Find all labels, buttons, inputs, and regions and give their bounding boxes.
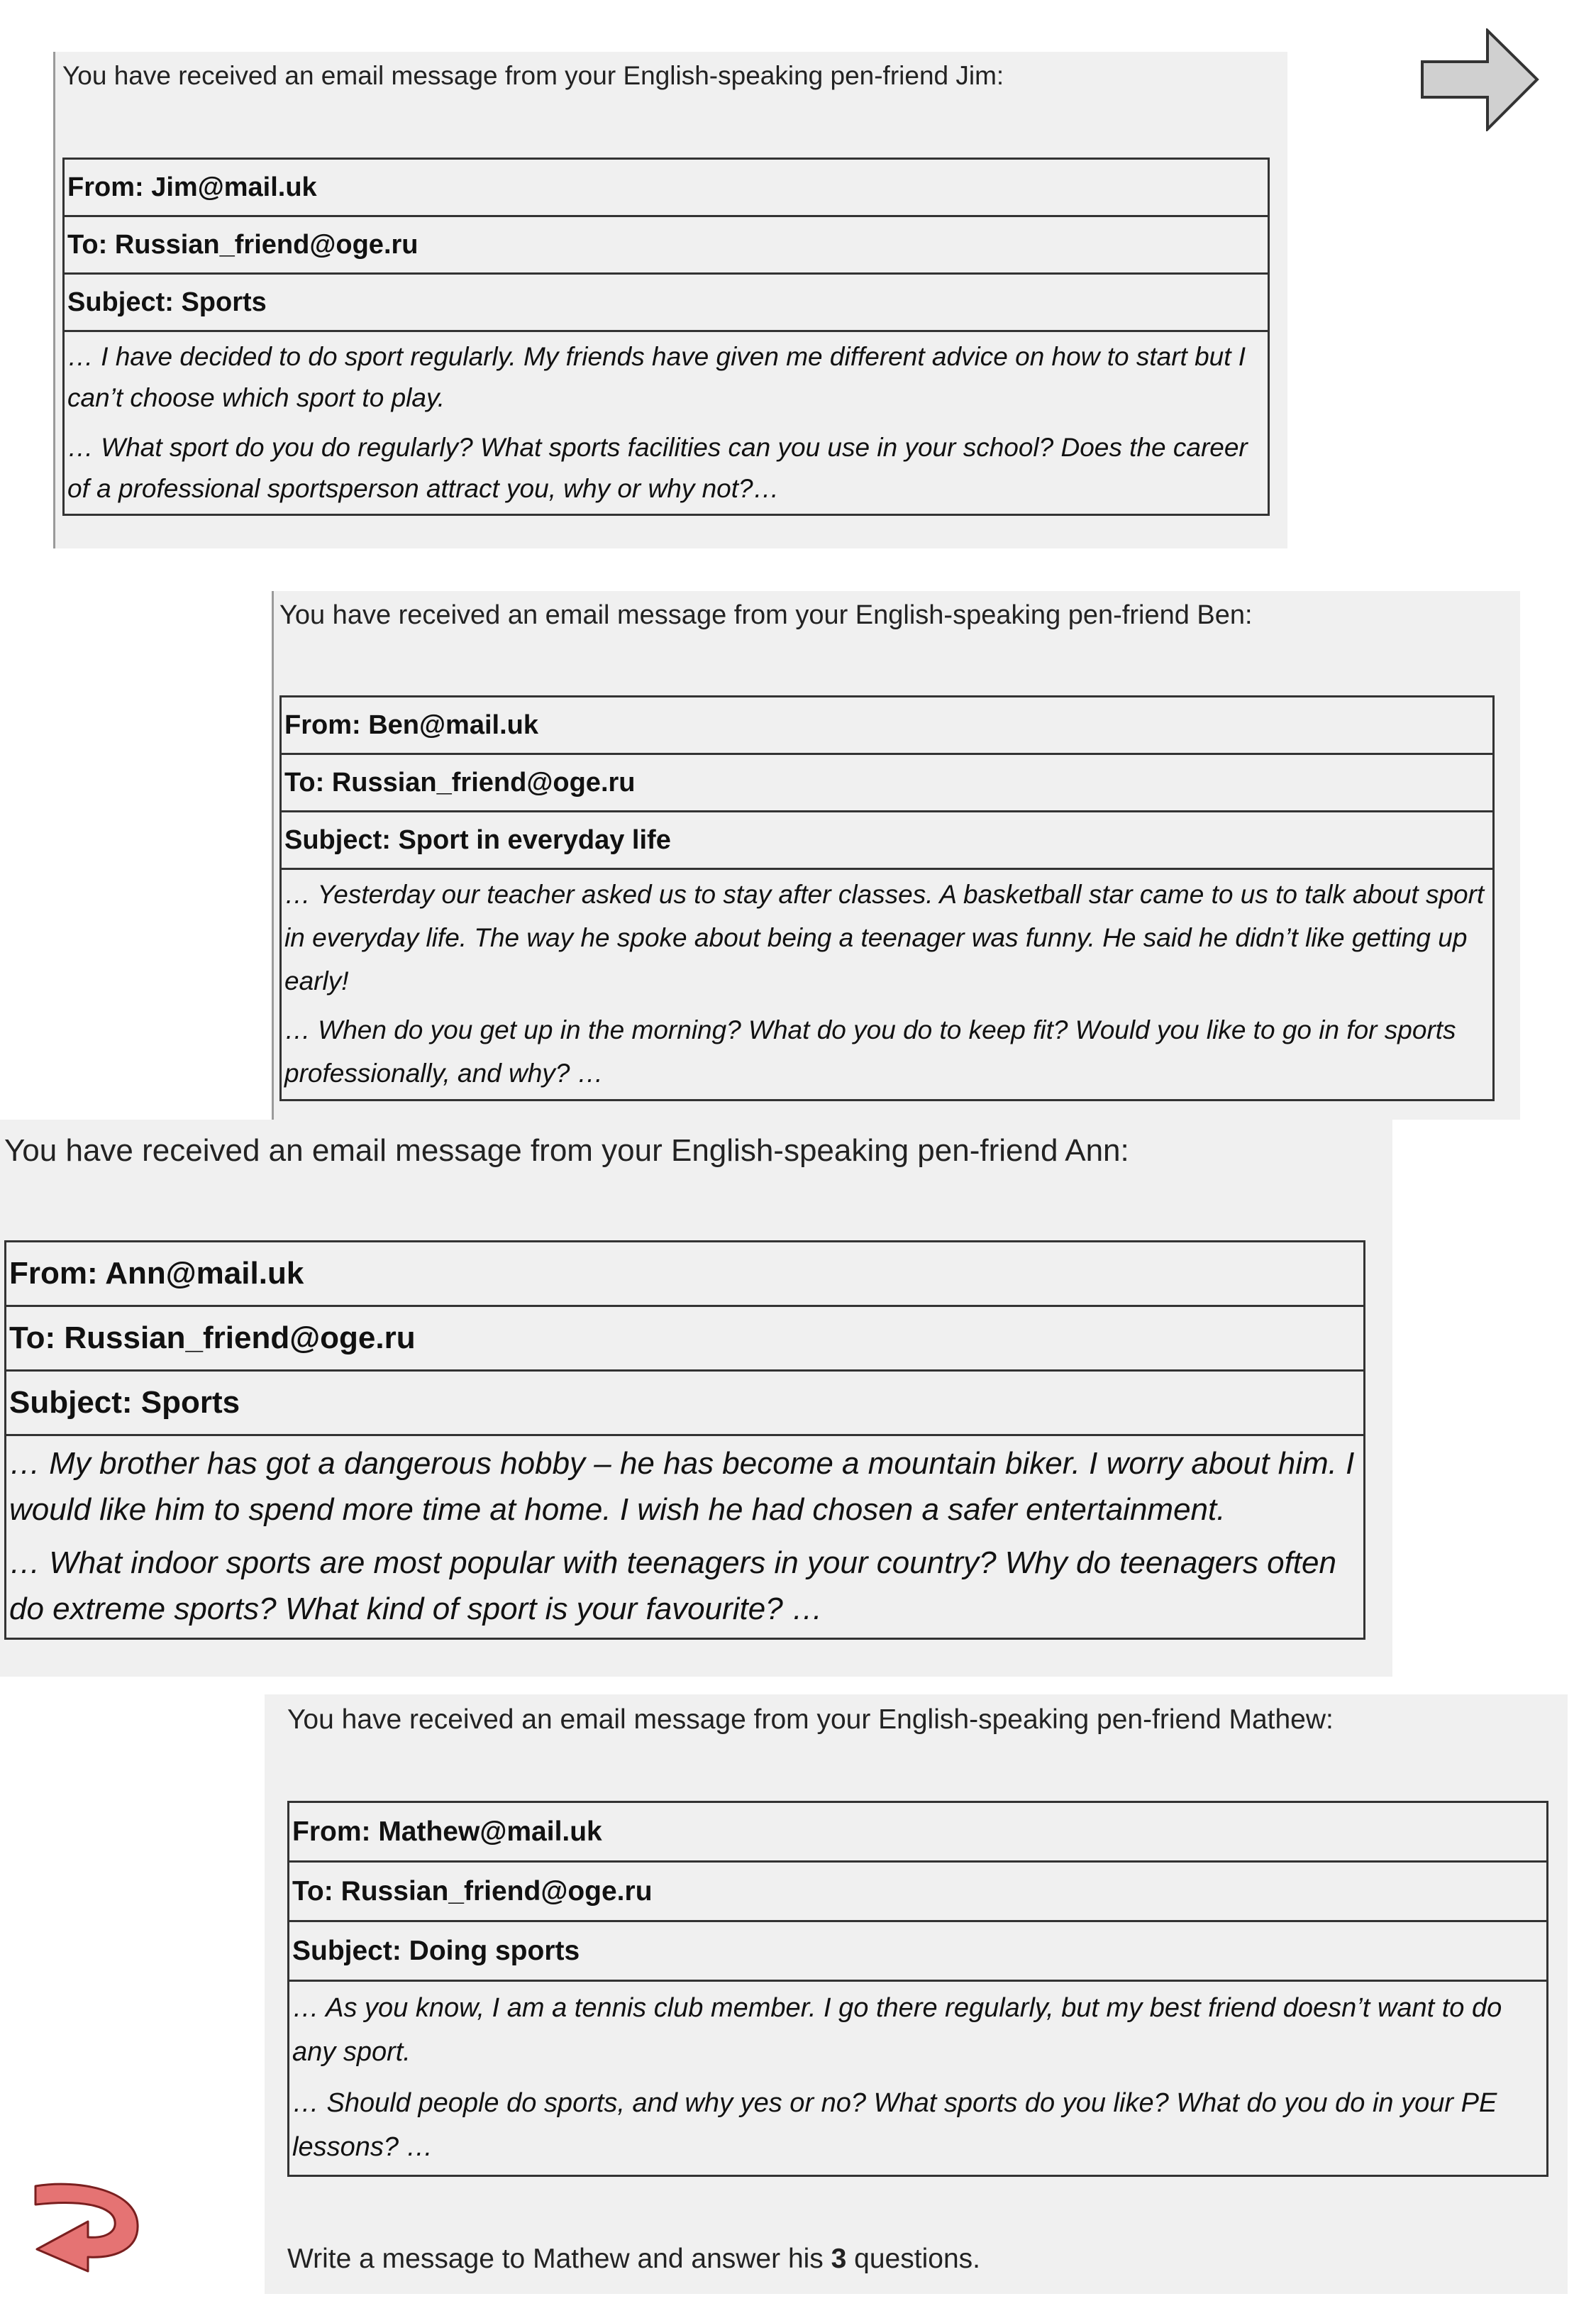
email-paragraph: … I have decided to do sport regularly. My friends have given me different advice on how to start but I can’t choose which sport to play.	[67, 342, 1246, 412]
email-body	[281, 869, 1494, 1100]
email-subject: Subject: Sports	[64, 274, 1269, 331]
email-table-jim	[62, 158, 1270, 516]
email-body	[6, 1435, 1365, 1639]
email-intro-ann: You have received an email message from your English-speaking pen-friend Ann:	[4, 1133, 1129, 1168]
email-body	[64, 331, 1269, 515]
email-paragraph: … When do you get up in the morning? What do you do to keep fit? Would you like to go in for sports professionally, and why? …	[284, 1015, 1456, 1088]
email-subject: Subject: Sport in everyday life	[281, 812, 1494, 869]
email-body	[289, 1981, 1548, 2176]
task-prefix: Write a message to Mathew and answer his	[287, 2244, 831, 2274]
email-table-mathew	[287, 1801, 1548, 2177]
email-intro-ben: You have received an email message from your English-speaking pen-friend Ben:	[279, 600, 1253, 630]
task-suffix: questions.	[846, 2244, 980, 2274]
email-paragraph: … What indoor sports are most popular with teenagers in your country? Why do teenagers often do extreme sports? What kind of sport is your favourite? …	[9, 1545, 1336, 1626]
email-from: From: Ben@mail.uk	[281, 697, 1494, 754]
email-to: To: Russian_friend@oge.ru	[281, 754, 1494, 812]
task-question-count: 3	[831, 2244, 847, 2274]
email-paragraph: … Should people do sports, and why yes or no? What sports do you like? What do you do in your PE lessons? …	[292, 2088, 1497, 2162]
email-paragraph: … Yesterday our teacher asked us to stay after classes. A basketball star came to us to talk about sport in everyday life. The way he spoke about being a teenager was funny. He said he didn’t like getting up early!	[284, 880, 1485, 995]
email-subject: Subject: Sports	[6, 1371, 1365, 1435]
email-paragraph: … What sport do you do regularly? What sports facilities can you use in your school? Does the career of a professional sportsperson attract you, why or why not?…	[67, 433, 1248, 503]
arrow-right-icon[interactable]	[1420, 28, 1541, 131]
email-from: From: Jim@mail.uk	[64, 159, 1269, 216]
email-to: To: Russian_friend@oge.ru	[6, 1306, 1365, 1371]
task-instruction	[287, 2244, 980, 2275]
curved-return-arrow-icon[interactable]	[30, 2175, 154, 2288]
email-to: To: Russian_friend@oge.ru	[289, 1862, 1548, 1921]
email-paragraph: … My brother has got a dangerous hobby – he has become a mountain biker. I worry about him. I would like him to spend more time at home. I wish he had chosen a safer entertainment.	[9, 1446, 1355, 1527]
email-intro-jim: You have received an email message from your English-speaking pen-friend Jim:	[62, 61, 1004, 90]
email-from: From: Mathew@mail.uk	[289, 1802, 1548, 1862]
email-subject: Subject: Doing sports	[289, 1921, 1548, 1981]
email-to: To: Russian_friend@oge.ru	[64, 216, 1269, 274]
email-from: From: Ann@mail.uk	[6, 1242, 1365, 1306]
email-paragraph: … As you know, I am a tennis club member. I go there regularly, but my best friend doesn’t want to do any sport.	[292, 1993, 1502, 2067]
email-table-ann	[4, 1240, 1365, 1640]
email-intro-mathew: You have received an email message from your English-speaking pen-friend Mathew:	[287, 1704, 1334, 1735]
email-table-ben	[279, 695, 1495, 1101]
